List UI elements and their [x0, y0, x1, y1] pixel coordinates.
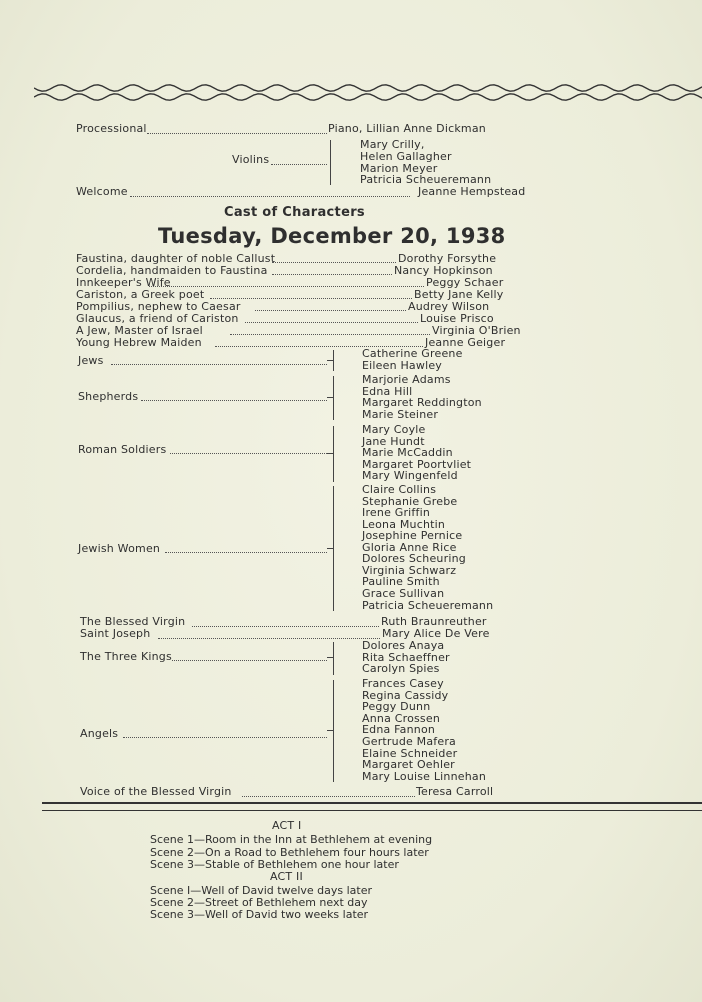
scene-line: Scene 1—Room in the Inn at Bethlehem at evening [150, 833, 433, 846]
role-name: The Blessed Virgin [80, 615, 186, 628]
cast-heading: Cast of Characters [224, 205, 365, 220]
violin-name: Mary Crilly, [360, 138, 425, 151]
processional-label: Processional [76, 122, 147, 135]
dot-leader [245, 322, 418, 323]
actor-name: Ruth Braunreuther [381, 615, 487, 628]
member-name: Dolores Anaya [362, 639, 445, 652]
member-name: Mary Louise Linnehan [362, 769, 487, 783]
violins-label: Violins [232, 153, 270, 166]
dot-leader [149, 286, 424, 287]
member-name: Pauline Smith [362, 575, 440, 589]
actor-name: Louise Prisco [420, 312, 494, 325]
dot-leader [230, 334, 430, 335]
member-name: Gertrude Mafera [362, 735, 457, 748]
scene-line: Scene 3—Well of David two weeks later [150, 908, 369, 921]
member-name: Virginia Schwarz [362, 563, 457, 577]
processional-value: Piano, Lillian Anne Dickman [328, 122, 486, 135]
scene-line: Scene 2—Street of Bethlehem next day [150, 896, 368, 909]
violin-name: Marion Meyer [360, 162, 438, 175]
member-name: Dolores Scheuring [362, 552, 466, 566]
welcome-label: Welcome [76, 185, 128, 198]
member-name: Marjorie Adams [362, 373, 451, 386]
brace [333, 642, 334, 675]
divider-rule [42, 802, 702, 804]
dot-leader [255, 310, 406, 311]
member-name: Josephine Pernice [362, 529, 463, 543]
member-name: Anna Crossen [362, 711, 440, 725]
dot-leader [172, 660, 327, 661]
role-name: Glaucus, a friend of Cariston [76, 312, 239, 325]
dot-leader [272, 262, 396, 263]
role-name: A Jew, Master of Israel [76, 324, 203, 337]
dot-leader [130, 196, 410, 197]
group-label: Jewish Women [78, 542, 161, 555]
scene-line: Scene 2—On a Road to Bethlehem four hours later [150, 846, 429, 859]
role-name: Faustina, daughter of noble Callust [76, 252, 276, 265]
dot-leader [170, 453, 327, 454]
group-label: The Three Kings [80, 650, 172, 663]
member-name: Stephanie Grebe [362, 494, 458, 508]
actor-name: Peggy Schaer [426, 276, 504, 289]
brace [333, 486, 334, 611]
member-name: Edna Fannon [362, 723, 436, 737]
actor-name: Audrey Wilson [408, 300, 490, 313]
role-name: Young Hebrew Maiden [76, 336, 202, 349]
member-name: Carolyn Spies [362, 662, 440, 675]
member-name: Catherine Greene [362, 347, 463, 360]
dot-leader [210, 298, 412, 299]
dot-leader [147, 133, 327, 134]
actor-name: Jeanne Geiger [425, 336, 506, 349]
brace-point [327, 453, 333, 454]
dot-leader [111, 364, 327, 365]
brace-point [327, 548, 333, 549]
member-name: Eileen Hawley [362, 358, 443, 372]
member-name: Elaine Schneider [362, 746, 458, 760]
brace [333, 350, 334, 371]
member-name: Frances Casey [362, 677, 444, 690]
brace-point [327, 397, 333, 398]
act-title: ACT II [270, 870, 303, 883]
actor-name: Teresa Carroll [416, 785, 494, 798]
dot-leader [158, 638, 380, 639]
member-name: Margaret Reddington [362, 396, 482, 409]
actor-name: Betty Jane Kelly [414, 288, 504, 301]
dot-leader [272, 274, 392, 275]
brace [333, 426, 334, 482]
brace [333, 376, 334, 420]
member-name: Edna Hill [362, 384, 413, 398]
member-name: Regina Cassidy [362, 688, 449, 702]
dot-leader [271, 164, 327, 165]
member-name: Mary Wingenfeld [362, 469, 458, 482]
member-name: Rita Schaeffner [362, 650, 450, 664]
member-name: Marie Steiner [362, 407, 439, 421]
role-name: Cariston, a Greek poet [76, 288, 205, 301]
bracket [330, 140, 331, 185]
role-name: Pompilius, nephew to Caesar [76, 300, 241, 313]
dot-leader [141, 400, 327, 401]
welcome-value: Jeanne Hempstead [418, 185, 526, 198]
member-name: Margaret Poortvliet [362, 457, 472, 471]
member-name: Marie McCaddin [362, 446, 453, 459]
member-name: Margaret Oehler [362, 758, 455, 772]
dot-leader [165, 552, 327, 553]
brace [333, 680, 334, 782]
member-name: Leona Muchtin [362, 517, 446, 531]
actor-name: Mary Alice De Vere [382, 627, 490, 640]
group-label: Angels [80, 727, 119, 740]
member-name: Gloria Anne Rice [362, 540, 457, 554]
brace-point [327, 657, 333, 658]
actor-name: Dorothy Forsythe [398, 252, 497, 265]
role-name: Cordelia, handmaiden to Faustina [76, 264, 268, 277]
dot-leader [242, 796, 415, 797]
role-name: Voice of the Blessed Virgin [80, 785, 232, 798]
dot-leader [123, 737, 327, 738]
dot-leader [192, 626, 379, 627]
member-name: Grace Sullivan [362, 586, 445, 600]
member-name: Jane Hundt [362, 434, 425, 448]
brace-point [327, 730, 333, 731]
actor-name: Virginia O'Brien [432, 324, 521, 337]
violin-name: Patricia Scheueremann [360, 173, 492, 186]
role-name: Innkeeper's Wife [76, 276, 171, 289]
wave-border-ornament [34, 80, 702, 108]
member-name: Claire Collins [362, 483, 437, 496]
member-name: Patricia Scheueremann [362, 598, 494, 612]
group-label: Jews [78, 354, 104, 367]
group-label: Shepherds [78, 390, 139, 403]
act-title: ACT I [272, 819, 302, 832]
scene-line: Scene 3—Stable of Bethlehem one hour later [150, 858, 399, 871]
group-label: Roman Soldiers [78, 443, 167, 456]
role-name: Saint Joseph [80, 627, 151, 640]
member-name: Mary Coyle [362, 423, 426, 436]
brace-point [327, 360, 333, 361]
performance-date: Tuesday, December 20, 1938 [158, 224, 506, 248]
violin-name: Helen Gallagher [360, 150, 452, 163]
actor-name: Nancy Hopkinson [394, 264, 493, 277]
scene-line: Scene I—Well of David twelve days later [150, 884, 373, 897]
divider-rule [42, 810, 702, 811]
member-name: Peggy Dunn [362, 700, 431, 714]
member-name: Irene Griffin [362, 506, 431, 520]
